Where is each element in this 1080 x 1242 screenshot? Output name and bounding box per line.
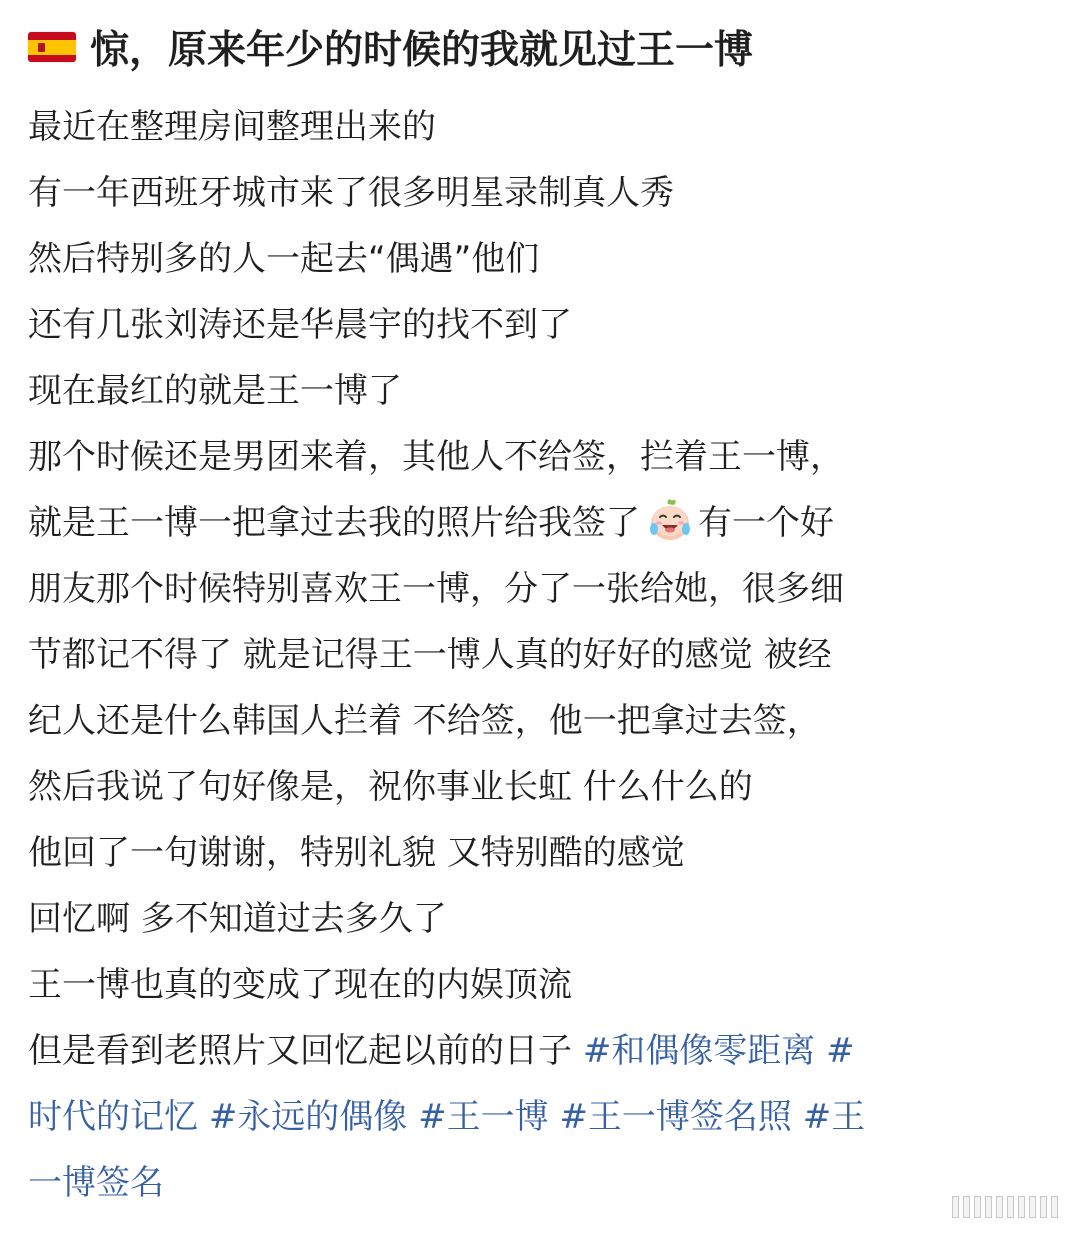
post-line: 他回了一句谢谢，特别礼貌 又特别酷的感觉 (28, 833, 685, 873)
post-line: 回忆啊 多不知道过去多久了 (28, 899, 447, 939)
post-line: 现在最红的就是王一博了 (28, 371, 402, 411)
post-line: 王一博也真的变成了现在的内娱顶流 (28, 965, 572, 1005)
hashtag-link[interactable]: 一博签名 (28, 1163, 164, 1203)
post-line-text: 但是看到老照片又回忆起以前的日子 (28, 1031, 583, 1071)
hashtag-link[interactable]: #永远的偶像 (208, 1097, 408, 1137)
post-line (28, 1084, 1058, 1150)
hashtag-link[interactable]: #王 (802, 1097, 866, 1137)
post-line: 最近在整理房间整理出来的 (28, 107, 436, 147)
post-line-text: 有一个好 (698, 503, 834, 543)
post-line: 朋友那个时候特别喜欢王一博，分了一张给她，很多细 (28, 569, 844, 609)
post-title (28, 16, 1058, 78)
spain-flag-icon (28, 32, 76, 62)
post-line: 节都记不得了 就是记得王一博人真的好好的感觉 被经 (28, 635, 832, 675)
post-line: 然后我说了句好像是，祝你事业长虹 什么什么的 (28, 767, 753, 807)
crying-laughing-baby-icon (646, 495, 694, 543)
weibo-post (28, 16, 1058, 1216)
post-line: 纪人还是什么韩国人拦着 不给签，他一把拿过去签， (28, 701, 821, 741)
post-title-text: 惊，原来年少的时候的我就见过王一博 (90, 28, 754, 73)
post-line-text: 就是王一博一把拿过去我的照片给我签了 (28, 503, 640, 543)
post-body (28, 94, 1058, 1216)
watermark-icon (952, 1196, 1058, 1218)
hashtag-link[interactable]: #王一博 (418, 1097, 549, 1137)
post-line (28, 490, 1058, 556)
hashtag-link[interactable]: 时代的记忆 (28, 1097, 198, 1137)
post-line: 还有几张刘涛还是华晨宇的找不到了 (28, 305, 572, 345)
post-line (28, 1150, 1058, 1216)
post-line (28, 1018, 1058, 1084)
hashtag-link[interactable]: #和偶像零距离 # (582, 1031, 855, 1071)
hashtag-link[interactable]: #王一博签名照 (559, 1097, 792, 1137)
post-line: 有一年西班牙城市来了很多明星录制真人秀 (28, 173, 674, 213)
post-line: 那个时候还是男团来着，其他人不给签，拦着王一博， (28, 437, 844, 477)
post-line: 然后特别多的人一起去“偶遇”他们 (28, 239, 540, 279)
